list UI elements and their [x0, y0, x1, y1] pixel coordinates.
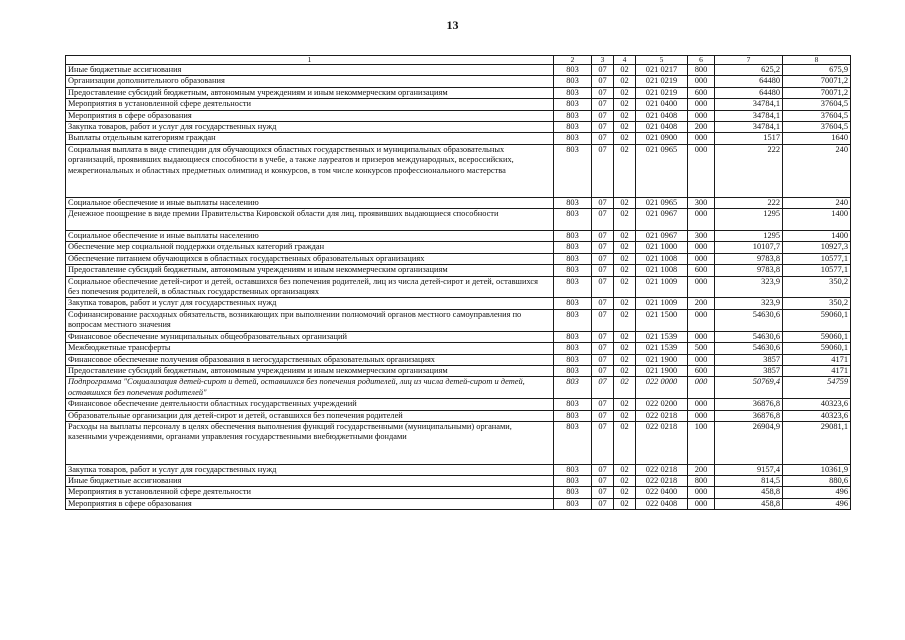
row-expense-type: 300: [688, 197, 715, 208]
table-row: [66, 209, 851, 231]
row-ministry-code: 803: [554, 65, 592, 76]
row-ministry-code: 803: [554, 231, 592, 242]
row-target-article: 022 0200: [636, 399, 688, 410]
column-number-row: [66, 56, 851, 65]
row-target-article: 022 0218: [636, 421, 688, 464]
row-target-article: 021 0219: [636, 76, 688, 87]
row-subsection-code: 02: [614, 298, 636, 309]
row-name: Мероприятия в установленной сфере деятельности: [66, 487, 554, 498]
row-section-code: 07: [592, 410, 614, 421]
row-name: Финансовое обеспечение муниципальных общеобразовательных организаций: [66, 331, 554, 342]
row-amount-year2: 10577,1: [783, 265, 851, 276]
row-target-article: 021 0408: [636, 122, 688, 133]
row-expense-type: 000: [688, 76, 715, 87]
row-ministry-code: 803: [554, 331, 592, 342]
row-amount-year1: 1295: [715, 231, 783, 242]
row-amount-year2: 40323,6: [783, 410, 851, 421]
row-section-code: 07: [592, 354, 614, 365]
row-target-article: 021 0900: [636, 133, 688, 144]
row-name: Финансовое обеспечение получения образования в негосударственных образовательных организациях: [66, 354, 554, 365]
row-expense-type: 200: [688, 122, 715, 133]
table-row: [66, 343, 851, 354]
row-section-code: 07: [592, 298, 614, 309]
row-subsection-code: 02: [614, 242, 636, 253]
row-section-code: 07: [592, 242, 614, 253]
row-name: Образовательные организации для детей-сирот и детей, оставшихся без попечения родителей: [66, 410, 554, 421]
row-amount-year2: 4171: [783, 365, 851, 376]
row-subsection-code: 02: [614, 475, 636, 486]
row-ministry-code: 803: [554, 475, 592, 486]
row-name: Обеспечение питанием обучающихся в областных государственных образовательных организациях: [66, 253, 554, 264]
row-amount-year2: 1640: [783, 133, 851, 144]
row-amount-year2: 350,2: [783, 276, 851, 298]
row-expense-type: 000: [688, 242, 715, 253]
row-name: Межбюджетные трансферты: [66, 343, 554, 354]
table-row: [66, 253, 851, 264]
row-section-code: 07: [592, 399, 614, 410]
row-name: Софинансирование расходных обязательств, возникающих при выполнении полномочий органов местного самоуправления по вопросам местного значения: [66, 309, 554, 331]
table-row: [66, 464, 851, 475]
row-expense-type: 000: [688, 399, 715, 410]
row-target-article: 022 0000: [636, 377, 688, 399]
table-body: [66, 65, 851, 510]
row-ministry-code: 803: [554, 354, 592, 365]
row-subsection-code: 02: [614, 464, 636, 475]
row-amount-year1: 222: [715, 197, 783, 208]
table-row: [66, 421, 851, 464]
table-row: [66, 399, 851, 410]
row-target-article: 022 0218: [636, 475, 688, 486]
row-section-code: 07: [592, 377, 614, 399]
row-subsection-code: 02: [614, 399, 636, 410]
row-name: Обеспечение мер социальной поддержки отдельных категорий граждан: [66, 242, 554, 253]
row-subsection-code: 02: [614, 253, 636, 264]
row-target-article: 021 0965: [636, 197, 688, 208]
row-section-code: 07: [592, 197, 614, 208]
row-subsection-code: 02: [614, 421, 636, 464]
row-amount-year1: 3857: [715, 365, 783, 376]
row-ministry-code: 803: [554, 242, 592, 253]
table-row: [66, 487, 851, 498]
row-section-code: 07: [592, 276, 614, 298]
table-row: [66, 197, 851, 208]
row-amount-year1: 814,5: [715, 475, 783, 486]
row-subsection-code: 02: [614, 276, 636, 298]
row-ministry-code: 803: [554, 421, 592, 464]
row-amount-year2: 240: [783, 197, 851, 208]
table-row: [66, 498, 851, 509]
row-amount-year1: 64480: [715, 76, 783, 87]
table-row: [66, 265, 851, 276]
row-amount-year2: 40323,6: [783, 399, 851, 410]
row-ministry-code: 803: [554, 87, 592, 98]
row-ministry-code: 803: [554, 265, 592, 276]
row-subsection-code: 02: [614, 99, 636, 110]
row-section-code: 07: [592, 76, 614, 87]
row-expense-type: 200: [688, 464, 715, 475]
row-target-article: 021 1009: [636, 276, 688, 298]
row-subsection-code: 02: [614, 365, 636, 376]
row-expense-type: 600: [688, 365, 715, 376]
row-amount-year1: 54630,6: [715, 309, 783, 331]
row-name: Денежное поощрение в виде премии Правительства Кировской области для лиц, проявивших выдающиеся способности: [66, 209, 554, 231]
table-row: [66, 298, 851, 309]
row-target-article: 021 1008: [636, 265, 688, 276]
row-section-code: 07: [592, 487, 614, 498]
row-amount-year2: 880,6: [783, 475, 851, 486]
row-expense-type: 000: [688, 144, 715, 197]
row-name: Выплаты отдельным категориям граждан: [66, 133, 554, 144]
row-expense-type: 000: [688, 99, 715, 110]
row-section-code: 07: [592, 110, 614, 121]
row-expense-type: 000: [688, 110, 715, 121]
row-section-code: 07: [592, 464, 614, 475]
row-ministry-code: 803: [554, 399, 592, 410]
row-ministry-code: 803: [554, 498, 592, 509]
row-amount-year1: 36876,8: [715, 399, 783, 410]
row-ministry-code: 803: [554, 309, 592, 331]
row-name: Социальное обеспечение детей-сирот и детей, оставшихся без попечения родителей, лиц из числа детей-сирот и детей, оставшихся без попечения родителей, в областных государственных организациях: [66, 276, 554, 298]
row-expense-type: 000: [688, 354, 715, 365]
row-ministry-code: 803: [554, 253, 592, 264]
column-header-5: 5: [636, 56, 688, 65]
row-ministry-code: 803: [554, 343, 592, 354]
row-name: Организации дополнительного образования: [66, 76, 554, 87]
table-row: [66, 65, 851, 76]
row-amount-year2: 496: [783, 487, 851, 498]
row-name: Закупка товаров, работ и услуг для государственных нужд: [66, 298, 554, 309]
row-amount-year2: 70071,2: [783, 87, 851, 98]
row-section-code: 07: [592, 421, 614, 464]
row-amount-year1: 323,9: [715, 298, 783, 309]
row-amount-year1: 26904,9: [715, 421, 783, 464]
budget-table: [65, 55, 851, 510]
row-amount-year1: 458,8: [715, 498, 783, 509]
row-name: Иные бюджетные ассигнования: [66, 475, 554, 486]
row-target-article: 021 0965: [636, 144, 688, 197]
row-ministry-code: 803: [554, 110, 592, 121]
row-name: Иные бюджетные ассигнования: [66, 65, 554, 76]
row-amount-year1: 222: [715, 144, 783, 197]
column-header-2: 2: [554, 56, 592, 65]
row-amount-year1: 3857: [715, 354, 783, 365]
row-expense-type: 000: [688, 331, 715, 342]
row-target-article: 022 0400: [636, 487, 688, 498]
row-name: Мероприятия в сфере образования: [66, 498, 554, 509]
row-amount-year1: 625,2: [715, 65, 783, 76]
row-ministry-code: 803: [554, 365, 592, 376]
row-ministry-code: 803: [554, 410, 592, 421]
row-subsection-code: 02: [614, 197, 636, 208]
row-ministry-code: 803: [554, 122, 592, 133]
row-amount-year2: 4171: [783, 354, 851, 365]
row-expense-type: 000: [688, 377, 715, 399]
row-subsection-code: 02: [614, 110, 636, 121]
row-amount-year2: 10927,3: [783, 242, 851, 253]
table-row: [66, 133, 851, 144]
row-section-code: 07: [592, 343, 614, 354]
row-amount-year1: 1517: [715, 133, 783, 144]
row-amount-year2: 496: [783, 498, 851, 509]
column-header-7: 7: [715, 56, 783, 65]
row-amount-year1: 34784,1: [715, 122, 783, 133]
row-subsection-code: 02: [614, 331, 636, 342]
row-amount-year1: 10107,7: [715, 242, 783, 253]
row-name: Предоставление субсидий бюджетным, автономным учреждениям и иным некоммерческим организациям: [66, 365, 554, 376]
row-section-code: 07: [592, 253, 614, 264]
row-subsection-code: 02: [614, 377, 636, 399]
table-row: [66, 410, 851, 421]
row-amount-year2: 70071,2: [783, 76, 851, 87]
table-row: [66, 144, 851, 197]
row-expense-type: 800: [688, 475, 715, 486]
row-name: Закупка товаров, работ и услуг для государственных нужд: [66, 122, 554, 133]
row-target-article: 021 1900: [636, 365, 688, 376]
row-amount-year2: 29081,1: [783, 421, 851, 464]
row-subsection-code: 02: [614, 76, 636, 87]
row-name: Расходы на выплаты персоналу в целях обеспечения выполнения функций государственными (муниципальными) органами, казенными учреждениями, органами управления государственными внебюджетными фондами: [66, 421, 554, 464]
row-amount-year2: 1400: [783, 209, 851, 231]
row-subsection-code: 02: [614, 144, 636, 197]
row-ministry-code: 803: [554, 298, 592, 309]
row-amount-year1: 64480: [715, 87, 783, 98]
row-expense-type: 600: [688, 265, 715, 276]
row-ministry-code: 803: [554, 99, 592, 110]
row-name: Предоставление субсидий бюджетным, автономным учреждениям и иным некоммерческим организациям: [66, 87, 554, 98]
row-amount-year2: 54759: [783, 377, 851, 399]
row-amount-year2: 59060,1: [783, 331, 851, 342]
row-subsection-code: 02: [614, 122, 636, 133]
row-name: Подпрограмма "Социализация детей-сирот и детей, оставшихся без попечения родителей, лиц из числа детей-сирот и детей, оставшихся без попечения родителей": [66, 377, 554, 399]
row-target-article: 021 1539: [636, 343, 688, 354]
row-subsection-code: 02: [614, 343, 636, 354]
row-name: Закупка товаров, работ и услуг для государственных нужд: [66, 464, 554, 475]
table-row: [66, 309, 851, 331]
row-subsection-code: 02: [614, 209, 636, 231]
row-amount-year2: 37604,5: [783, 110, 851, 121]
row-amount-year2: 350,2: [783, 298, 851, 309]
row-expense-type: 500: [688, 343, 715, 354]
table-row: [66, 365, 851, 376]
row-amount-year2: 10577,1: [783, 253, 851, 264]
row-name: Финансовое обеспечение деятельности областных государственных учреждений: [66, 399, 554, 410]
row-amount-year1: 36876,8: [715, 410, 783, 421]
row-subsection-code: 02: [614, 231, 636, 242]
row-target-article: 021 1000: [636, 242, 688, 253]
table-row: [66, 76, 851, 87]
row-amount-year2: 37604,5: [783, 99, 851, 110]
row-subsection-code: 02: [614, 265, 636, 276]
table-row: [66, 110, 851, 121]
row-amount-year1: 34784,1: [715, 110, 783, 121]
row-ministry-code: 803: [554, 276, 592, 298]
row-expense-type: 000: [688, 487, 715, 498]
row-section-code: 07: [592, 133, 614, 144]
row-ministry-code: 803: [554, 209, 592, 231]
row-name: Социальное обеспечение и иные выплаты населению: [66, 197, 554, 208]
row-amount-year1: 1295: [715, 209, 783, 231]
row-ministry-code: 803: [554, 76, 592, 87]
row-section-code: 07: [592, 231, 614, 242]
row-amount-year2: 37604,5: [783, 122, 851, 133]
table-row: [66, 276, 851, 298]
row-target-article: 021 0967: [636, 209, 688, 231]
row-target-article: 021 1500: [636, 309, 688, 331]
column-header-6: 6: [688, 56, 715, 65]
row-target-article: 021 0408: [636, 110, 688, 121]
row-section-code: 07: [592, 331, 614, 342]
row-name: Мероприятия в установленной сфере деятельности: [66, 99, 554, 110]
row-name: Предоставление субсидий бюджетным, автономным учреждениям и иным некоммерческим организациям: [66, 265, 554, 276]
row-expense-type: 000: [688, 253, 715, 264]
row-target-article: 022 0218: [636, 410, 688, 421]
row-ministry-code: 803: [554, 144, 592, 197]
row-subsection-code: 02: [614, 87, 636, 98]
row-amount-year1: 54630,6: [715, 331, 783, 342]
table-row: [66, 231, 851, 242]
row-subsection-code: 02: [614, 65, 636, 76]
table-row: [66, 331, 851, 342]
row-section-code: 07: [592, 209, 614, 231]
row-target-article: 021 1008: [636, 253, 688, 264]
table-row: [66, 475, 851, 486]
row-amount-year2: 10361,9: [783, 464, 851, 475]
row-section-code: 07: [592, 122, 614, 133]
row-amount-year2: 1400: [783, 231, 851, 242]
row-section-code: 07: [592, 87, 614, 98]
row-amount-year1: 9783,8: [715, 253, 783, 264]
row-expense-type: 300: [688, 231, 715, 242]
row-expense-type: 100: [688, 421, 715, 464]
row-amount-year1: 9157,4: [715, 464, 783, 475]
row-section-code: 07: [592, 365, 614, 376]
row-expense-type: 000: [688, 276, 715, 298]
row-amount-year2: 675,9: [783, 65, 851, 76]
row-section-code: 07: [592, 475, 614, 486]
row-section-code: 07: [592, 144, 614, 197]
row-name: Социальная выплата в виде стипендии для обучающихся областных государственных и муниципальных образовательных организаций, проявивших выдающиеся способности в учебе, а также лауреатов и призеров международных, всероссийских, межрегиональных и областных предметных олимпиад и конкурсов, в том числе конкурсов профессионального мастерства: [66, 144, 554, 197]
row-subsection-code: 02: [614, 498, 636, 509]
row-expense-type: 000: [688, 410, 715, 421]
row-target-article: 022 0218: [636, 464, 688, 475]
row-ministry-code: 803: [554, 197, 592, 208]
table-row: [66, 87, 851, 98]
table-row: [66, 242, 851, 253]
row-subsection-code: 02: [614, 309, 636, 331]
row-name: Мероприятия в сфере образования: [66, 110, 554, 121]
column-header-3: 3: [592, 56, 614, 65]
row-target-article: 021 1900: [636, 354, 688, 365]
row-expense-type: 800: [688, 65, 715, 76]
row-target-article: 021 0219: [636, 87, 688, 98]
row-expense-type: 000: [688, 309, 715, 331]
row-ministry-code: 803: [554, 464, 592, 475]
row-target-article: 021 0217: [636, 65, 688, 76]
table-row: [66, 354, 851, 365]
row-target-article: 021 0967: [636, 231, 688, 242]
row-subsection-code: 02: [614, 354, 636, 365]
row-amount-year1: 9783,8: [715, 265, 783, 276]
row-target-article: 022 0408: [636, 498, 688, 509]
row-amount-year2: 59060,1: [783, 309, 851, 331]
page-number: 13: [446, 18, 459, 32]
column-header-1: 1: [66, 56, 554, 65]
row-expense-type: 000: [688, 209, 715, 231]
row-amount-year2: 240: [783, 144, 851, 197]
table-row: [66, 99, 851, 110]
row-name: Социальное обеспечение и иные выплаты населению: [66, 231, 554, 242]
row-expense-type: 600: [688, 87, 715, 98]
row-target-article: 021 1009: [636, 298, 688, 309]
row-ministry-code: 803: [554, 133, 592, 144]
row-amount-year1: 54630,6: [715, 343, 783, 354]
row-subsection-code: 02: [614, 487, 636, 498]
row-expense-type: 200: [688, 298, 715, 309]
row-subsection-code: 02: [614, 133, 636, 144]
row-ministry-code: 803: [554, 377, 592, 399]
row-target-article: 021 0400: [636, 99, 688, 110]
table-row: [66, 122, 851, 133]
row-ministry-code: 803: [554, 487, 592, 498]
row-expense-type: 000: [688, 133, 715, 144]
table-row: [66, 377, 851, 399]
row-amount-year1: 34784,1: [715, 99, 783, 110]
row-expense-type: 000: [688, 498, 715, 509]
row-target-article: 021 1539: [636, 331, 688, 342]
row-section-code: 07: [592, 498, 614, 509]
row-amount-year1: 323,9: [715, 276, 783, 298]
column-header-8: 8: [783, 56, 851, 65]
row-section-code: 07: [592, 99, 614, 110]
row-section-code: 07: [592, 65, 614, 76]
row-amount-year1: 50769,4: [715, 377, 783, 399]
row-subsection-code: 02: [614, 410, 636, 421]
row-amount-year2: 59060,1: [783, 343, 851, 354]
row-section-code: 07: [592, 265, 614, 276]
column-header-4: 4: [614, 56, 636, 65]
row-amount-year1: 458,8: [715, 487, 783, 498]
row-section-code: 07: [592, 309, 614, 331]
